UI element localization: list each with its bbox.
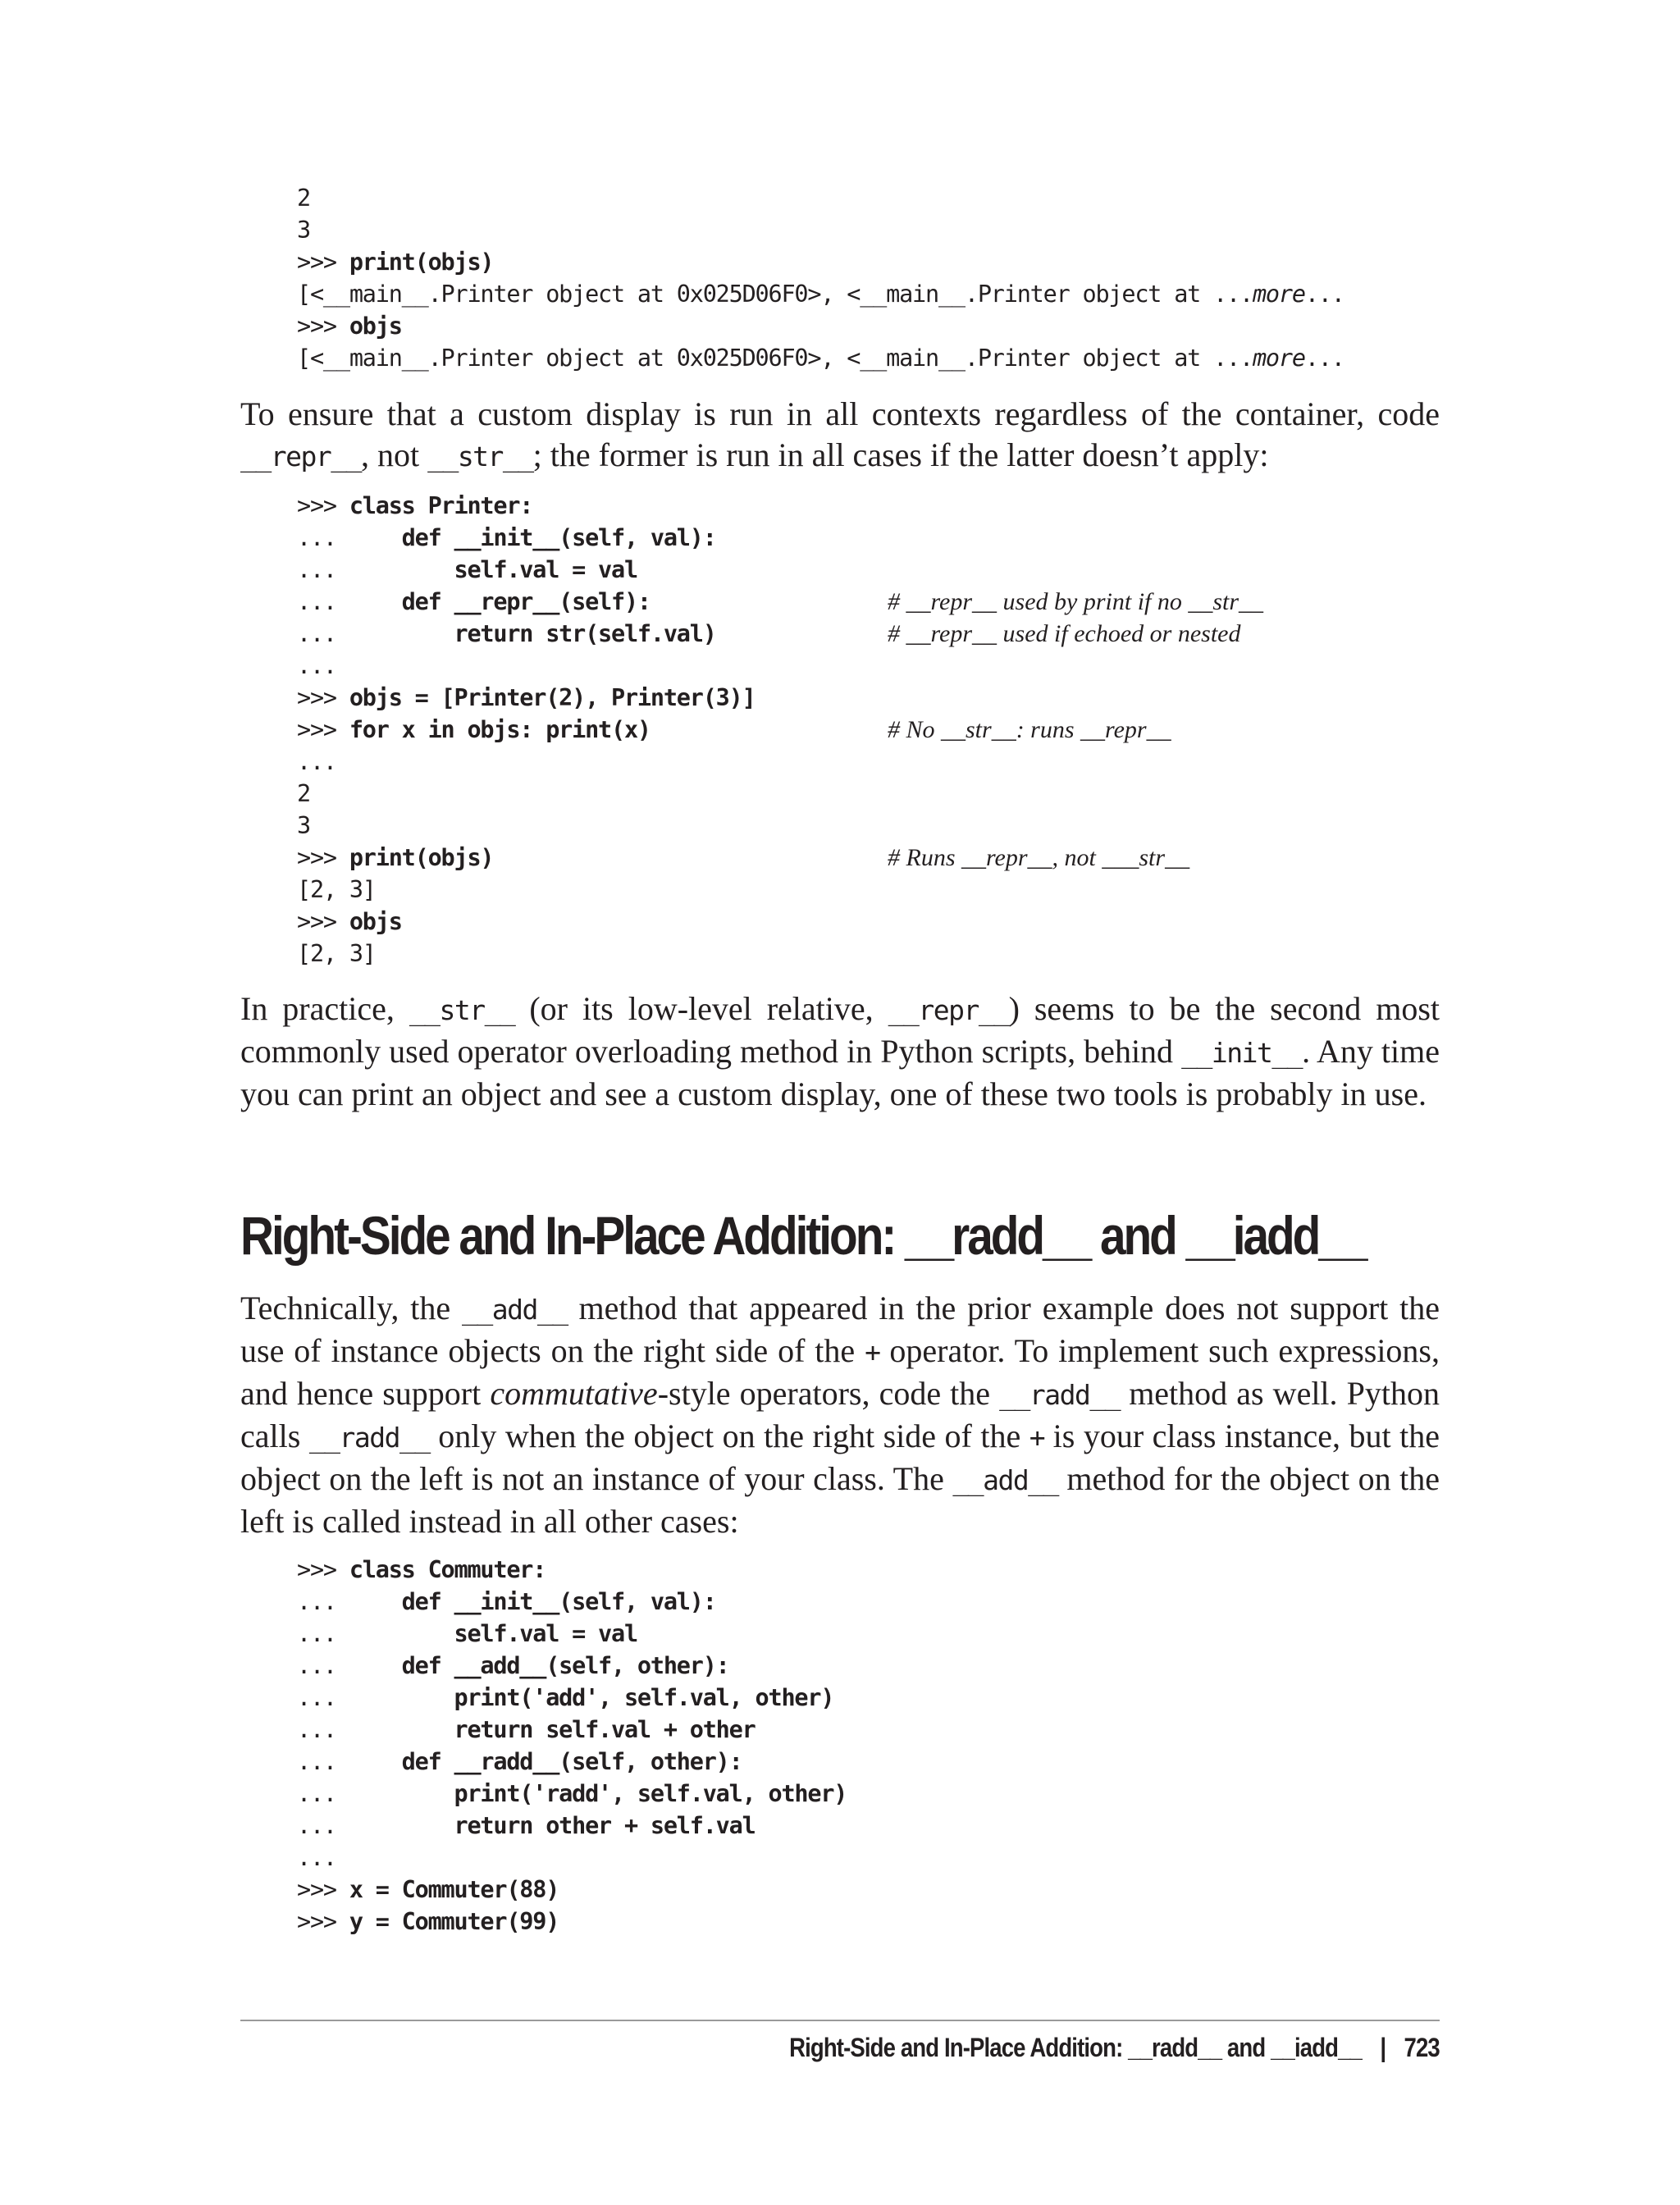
page-number: 723	[1404, 2033, 1440, 2062]
code-block-commuter	[297, 1554, 847, 1938]
code-text: def __init__(self, val):	[401, 1588, 716, 1615]
code-text: def __init__(self, val):	[401, 524, 716, 551]
page-footer	[789, 2033, 1440, 2063]
code-prompt: ...	[297, 1716, 454, 1743]
code-text: 3	[297, 217, 310, 244]
section-heading: Right-Side and In-Place Addition: __radd__ and __iadd__	[240, 1205, 1366, 1266]
code-text: [2, 3]	[297, 940, 376, 967]
code-line	[297, 650, 756, 682]
code-line	[297, 1746, 847, 1778]
code-line	[297, 1618, 847, 1650]
code-text: [2, 3]	[297, 876, 376, 903]
code-text: self.val = val	[454, 556, 637, 583]
code-block-printer-output	[297, 182, 1344, 374]
code-text: for x in objs: print(x)	[349, 716, 651, 743]
code-prompt: >>>	[297, 492, 349, 519]
code-line	[297, 1714, 847, 1746]
code-prompt: ...	[297, 1844, 336, 1871]
paragraph-radd-explanation: Technically, the __add__ method that appeared in the prior example does not support the use of instance objects on the right side of the + operator. To implement such expressions, and hence support commutative-style operators, code the __radd__ method as well. Python calls __radd__ only when the object on the right side of the + is your class instance, but the object on the left is not an instance of your class. The __add__ method for the object on the left is called instead in all other cases:	[240, 1290, 1440, 1540]
code-text: print('add', self.val, other)	[454, 1684, 834, 1711]
code-comment: # __repr__ used by print if no __str__	[888, 588, 1264, 615]
code-prompt: >>>	[297, 684, 349, 711]
code-line	[297, 618, 1241, 650]
code-prompt: ...	[297, 1812, 454, 1839]
code-prompt: ...	[297, 1684, 454, 1711]
code-text: return other + self.val	[454, 1812, 756, 1839]
code-line	[297, 1906, 847, 1938]
code-prompt: ...	[297, 588, 402, 615]
code-text: print('radd', self.val, other)	[454, 1780, 847, 1807]
code-prompt: ...	[297, 1780, 454, 1807]
code-prompt: >>>	[297, 1908, 349, 1935]
code-line	[297, 246, 1344, 278]
code-text: def __radd__(self, other):	[401, 1748, 742, 1775]
code-prompt: >>>	[297, 249, 349, 276]
code-line	[297, 342, 1344, 374]
footer-rule	[240, 2020, 1440, 2021]
code-text: return str(self.val)	[454, 620, 716, 647]
code-prompt: ...	[297, 1748, 402, 1775]
code-line	[297, 310, 1344, 342]
code-line	[297, 554, 756, 586]
code-ellipsis: ...	[1304, 345, 1344, 372]
code-text: class Commuter:	[349, 1556, 546, 1583]
code-line	[297, 1554, 847, 1586]
code-line	[297, 278, 1344, 310]
code-comment: # Runs __repr__, not ___str__	[888, 844, 1190, 871]
code-line	[297, 1778, 847, 1810]
code-line	[297, 874, 756, 906]
code-line	[297, 182, 1344, 214]
paragraph-repr-vs-str: To ensure that a custom display is run in all contexts regardless of the container, code __repr__, not __str__; the former is run in all cases if the latter doesn’t apply:	[240, 395, 1440, 473]
code-text: def __add__(self, other):	[401, 1652, 729, 1679]
code-text: print(objs)	[349, 249, 494, 276]
running-head: Right-Side and In-Place Addition: __radd__ and __iadd__	[789, 2033, 1363, 2062]
code-line	[297, 1810, 847, 1842]
code-text: 2	[297, 780, 310, 807]
code-line	[297, 682, 756, 714]
code-prompt: ...	[297, 652, 336, 679]
code-line	[297, 1682, 847, 1714]
code-prompt: >>>	[297, 1876, 349, 1903]
footer-separator: |	[1380, 2033, 1386, 2062]
code-line	[297, 778, 756, 810]
code-comment: # No __str__: runs __repr__	[888, 716, 1171, 743]
code-line	[297, 746, 756, 778]
code-text: y = Commuter(99)	[349, 1908, 559, 1935]
code-prompt: ...	[297, 748, 336, 775]
code-comment: # __repr__ used if echoed or nested	[888, 620, 1241, 647]
code-ellipsis-note: more	[1252, 345, 1305, 372]
code-text: def __repr__(self):	[401, 588, 651, 615]
code-line	[297, 906, 756, 938]
code-ellipsis: ...	[1304, 281, 1344, 308]
code-prompt: ...	[297, 556, 454, 583]
code-ellipsis-note: more	[1252, 281, 1305, 308]
code-block-printer-repr	[297, 490, 1264, 970]
code-text: self.val = val	[454, 1620, 637, 1647]
code-line	[297, 1874, 847, 1906]
code-line	[297, 214, 1344, 246]
code-prompt: >>>	[297, 313, 349, 340]
code-line	[297, 1842, 847, 1874]
code-line	[297, 1650, 847, 1682]
code-prompt: >>>	[297, 908, 349, 935]
code-text: return self.val + other	[454, 1716, 756, 1743]
code-text: [<__main__.Printer object at 0x025D06F0>, <__main__.Printer object at ...	[297, 345, 1253, 372]
code-prompt: ...	[297, 620, 454, 647]
code-line	[297, 522, 756, 554]
code-line	[297, 810, 756, 842]
code-prompt: ...	[297, 1588, 402, 1615]
code-text: 2	[297, 185, 310, 212]
code-text: objs = [Printer(2), Printer(3)]	[349, 684, 756, 711]
code-line	[297, 586, 1264, 618]
paragraph-in-practice: In practice, __str__ (or its low-level relative, __repr__) seems to be the second most commonly used operator overloading method in Python scripts, behind __init__. Any time you can print an object and see a custom display, one of these two tools is probably in use.	[240, 990, 1440, 1112]
code-text: objs	[349, 313, 402, 340]
code-prompt: >>>	[297, 1556, 349, 1583]
code-prompt: ...	[297, 524, 402, 551]
code-text: class Printer:	[349, 492, 533, 519]
code-line	[297, 1586, 847, 1618]
code-line	[297, 490, 756, 522]
code-prompt: >>>	[297, 716, 349, 743]
code-prompt: ...	[297, 1620, 454, 1647]
code-text: [<__main__.Printer object at 0x025D06F0>, <__main__.Printer object at ...	[297, 281, 1253, 308]
code-prompt: >>>	[297, 844, 349, 871]
code-text: x = Commuter(88)	[349, 1876, 559, 1903]
code-text: objs	[349, 908, 402, 935]
code-line	[297, 842, 1190, 874]
code-text: 3	[297, 812, 310, 839]
code-prompt: ...	[297, 1652, 402, 1679]
code-line	[297, 714, 1171, 746]
code-line	[297, 938, 756, 970]
code-text: print(objs)	[349, 844, 494, 871]
